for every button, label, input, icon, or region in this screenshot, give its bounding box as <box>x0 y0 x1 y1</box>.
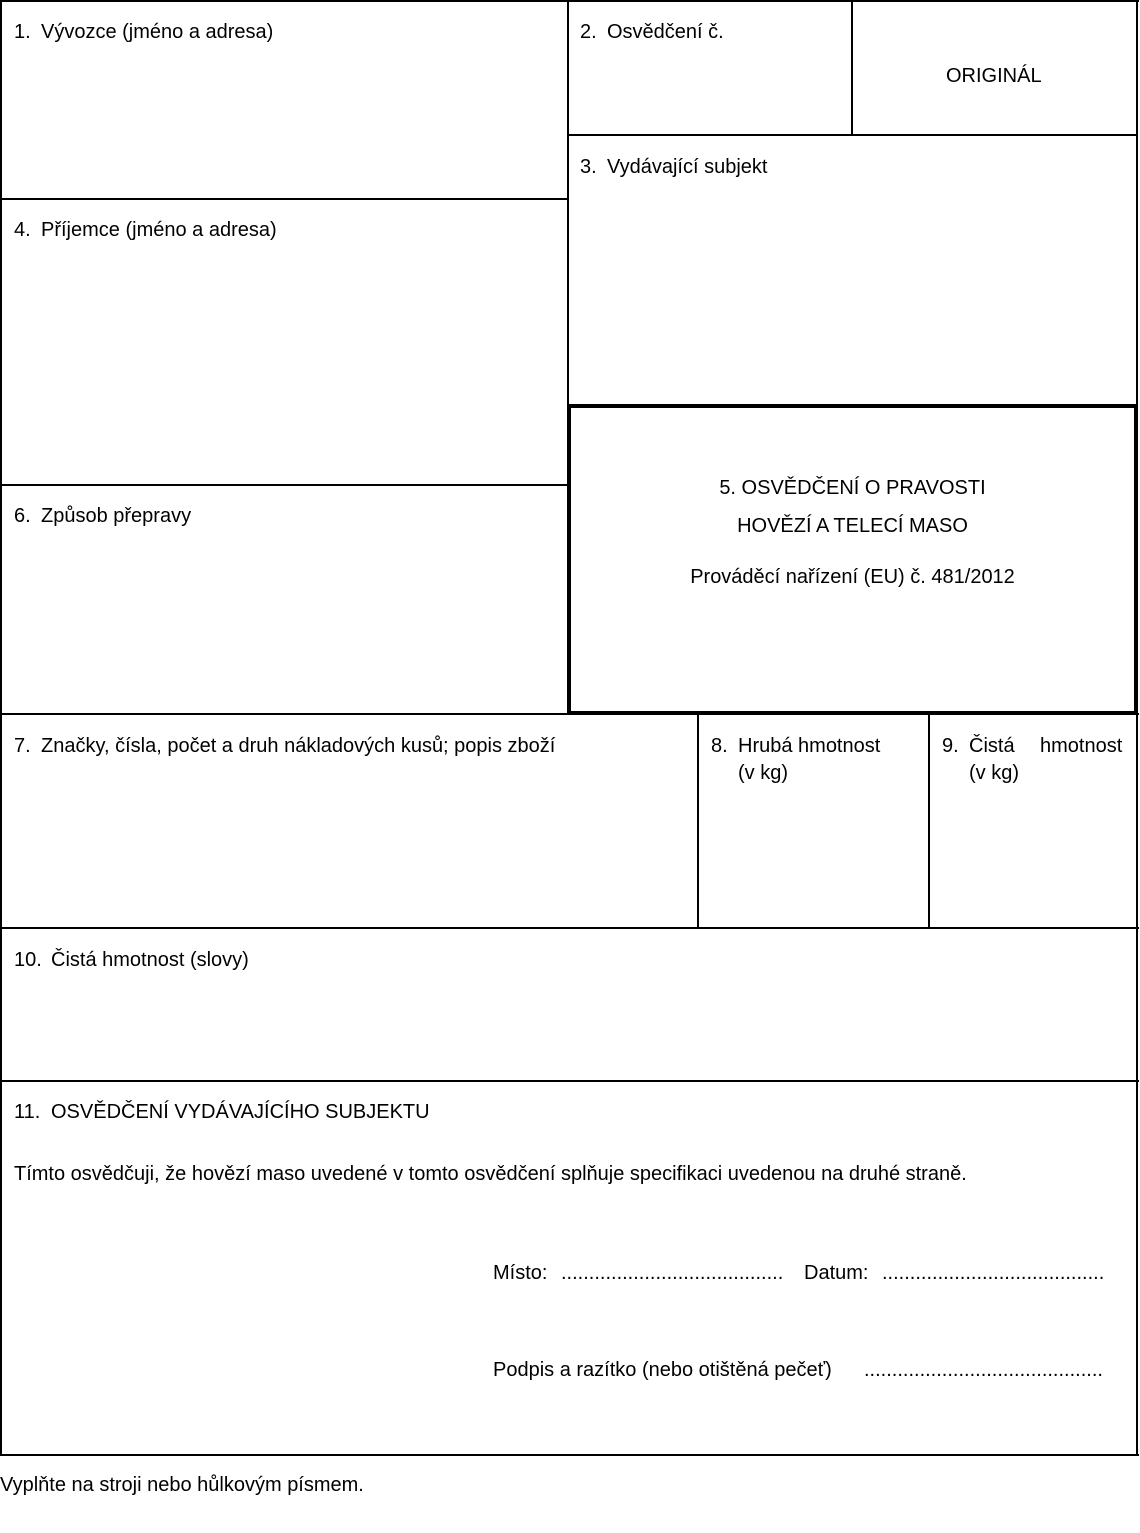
box11-label <box>14 1100 430 1124</box>
signature-dots: ........................................... <box>864 1359 1103 1381</box>
box8-unit: (v kg) <box>738 762 788 784</box>
box7-label <box>14 734 555 758</box>
box4-text: Příjemce (jméno a adresa) <box>41 219 277 241</box>
box6-text: Způsob přepravy <box>41 505 192 527</box>
box2-number: 2. <box>580 21 597 43</box>
divider-box7-box8 <box>697 713 699 929</box>
box11-text: OSVĚDČENÍ VYDÁVAJÍCÍHO SUBJEKTU <box>51 1101 430 1123</box>
box1-label <box>14 20 273 44</box>
box9-text-a: Čistá <box>969 735 1015 757</box>
frame-top <box>0 0 1139 2</box>
box9-text-b: hmotnost <box>1040 735 1123 757</box>
divider-row7-box10 <box>0 927 1139 929</box>
date-dots: ........................................ <box>882 1262 1105 1284</box>
box5-title: 5. OSVĚDČENÍ O PRAVOSTI <box>719 477 986 499</box>
box10-number: 10. <box>14 949 42 971</box>
box11-number: 11. <box>14 1101 41 1123</box>
box5-subtitle: HOVĚZÍ A TELECÍ MASO <box>737 515 968 537</box>
box9-number: 9. <box>942 735 959 757</box>
divider-box10-box11 <box>0 1080 1139 1082</box>
divider-box2-original <box>851 0 853 136</box>
place-label: Místo: <box>493 1262 548 1284</box>
box3-number: 3. <box>580 156 597 178</box>
box3-text: Vydávající subjekt <box>607 156 768 178</box>
divider-box4-box6 <box>0 484 569 486</box>
box6-number: 6. <box>14 505 31 527</box>
divider-box8-box9 <box>928 713 930 929</box>
signature-label: Podpis a razítko (nebo otištěná pečeť) <box>493 1359 832 1381</box>
box6-label <box>14 504 191 528</box>
divider-box1-box4 <box>0 198 569 200</box>
box2-text: Osvědčení č. <box>607 21 724 43</box>
box4-label <box>14 218 277 242</box>
box9-label <box>942 734 1015 758</box>
box7-number: 7. <box>14 735 31 757</box>
place-dots: ........................................ <box>561 1262 784 1284</box>
box8-number: 8. <box>711 735 728 757</box>
divider-box2-box3 <box>567 134 1138 136</box>
footer-note: Vyplňte na stroji nebo hůlkovým písmem. <box>0 1474 364 1496</box>
box8-text: Hrubá hmotnost <box>738 735 881 757</box>
frame-right <box>1136 0 1138 1456</box>
box1-text: Vývozce (jméno a adresa) <box>41 21 274 43</box>
box5-frame <box>567 404 1138 715</box>
frame-left <box>0 0 2 1456</box>
box9-unit: (v kg) <box>969 762 1019 784</box>
box4-number: 4. <box>14 219 31 241</box>
box1-number: 1. <box>14 21 31 43</box>
box11-statement: Tímto osvědčuji, že hovězí maso uvedené v tomto osvědčení splňuje specifikaci uvedenou na druhé straně. <box>14 1163 967 1185</box>
box5-regulation: Prováděcí nařízení (EU) č. 481/2012 <box>690 566 1015 588</box>
box3-label <box>580 155 767 179</box>
frame-bottom <box>0 1454 1139 1456</box>
date-label: Datum: <box>804 1262 869 1284</box>
box8-label <box>711 734 880 758</box>
box10-label <box>14 948 249 972</box>
box2-label <box>580 20 724 44</box>
box10-text: Čistá hmotnost (slovy) <box>51 949 249 971</box>
original-label: ORIGINÁL <box>946 65 1042 87</box>
box7-text: Značky, čísla, počet a druh nákladových kusů; popis zboží <box>41 735 556 757</box>
